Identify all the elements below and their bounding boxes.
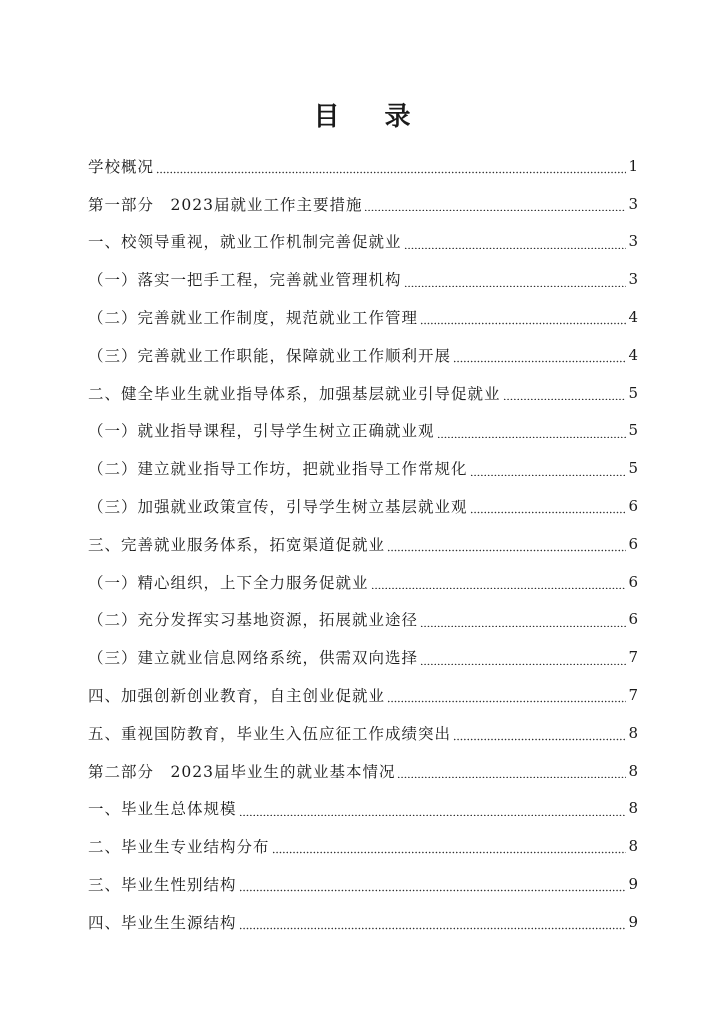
- toc-entry-page: 7: [628, 686, 638, 705]
- toc-entry-page: 6: [628, 534, 638, 553]
- toc-entry-page: 3: [628, 194, 638, 213]
- toc-entry[interactable]: [88, 412, 638, 450]
- dot-leader: [364, 196, 626, 212]
- toc-entry-page: 6: [628, 610, 638, 629]
- toc-entry-page: 1: [628, 156, 638, 175]
- toc-entry-page: 6: [628, 572, 638, 591]
- toc-entry-page: 5: [628, 459, 638, 478]
- toc-entry-page: 8: [628, 799, 638, 818]
- dot-leader: [437, 423, 627, 439]
- toc-entry-page: 5: [628, 421, 638, 440]
- toc-entry-page: 3: [628, 232, 638, 251]
- toc-entry-page: 3: [628, 270, 638, 289]
- dot-leader: [404, 234, 627, 250]
- dot-leader: [420, 309, 626, 325]
- toc-entry[interactable]: [88, 903, 638, 941]
- toc-entry[interactable]: [88, 487, 638, 525]
- toc-entry-label: （二）建立就业指导工作坊，把就业指导工作常规化: [88, 460, 468, 479]
- toc-entry-label: 四、加强创新创业教育，自主创业促就业: [88, 687, 386, 706]
- toc-entry-label: 第一部分 2023届就业工作主要措施: [88, 195, 363, 214]
- dot-leader: [239, 914, 627, 930]
- toc-entry-label: （一）精心组织，上下全力服务促就业: [88, 573, 369, 592]
- toc-entry[interactable]: [88, 185, 638, 223]
- toc-entry-label: 学校概况: [88, 157, 155, 176]
- toc-entry[interactable]: [88, 865, 638, 903]
- dot-leader: [470, 498, 627, 514]
- toc-entry-label: 五、重视国防教育，毕业生入伍应征工作成绩突出: [88, 724, 452, 743]
- toc-entry-page: 8: [628, 837, 638, 856]
- toc-entry-label: 一、毕业生总体规模: [88, 800, 237, 819]
- dot-leader: [387, 536, 626, 552]
- dot-leader: [239, 801, 627, 817]
- toc-entry[interactable]: [88, 827, 638, 865]
- dot-leader: [503, 385, 627, 401]
- toc-entry-page: 8: [628, 723, 638, 742]
- toc-entry[interactable]: [88, 676, 638, 714]
- toc-entry-label: （一）落实一把手工程，完善就业管理机构: [88, 271, 402, 290]
- dot-leader: [453, 347, 626, 363]
- dot-leader: [420, 650, 626, 666]
- toc-entry-label: （三）加强就业政策宣传，引导学生树立基层就业观: [88, 498, 468, 517]
- toc-entry-page: 8: [628, 761, 638, 780]
- toc-entry-page: 7: [628, 648, 638, 667]
- toc-entry-label: 二、毕业生专业结构分布: [88, 838, 270, 857]
- dot-leader: [371, 574, 627, 590]
- toc-entry[interactable]: [88, 336, 638, 374]
- dot-leader: [397, 763, 626, 779]
- dot-leader: [156, 158, 626, 174]
- toc-entry-label: 一、校领导重视，就业工作机制完善促就业: [88, 233, 402, 252]
- toc-entry-label: （三）建立就业信息网络系统，供需双向选择: [88, 649, 419, 668]
- dot-leader: [404, 272, 627, 288]
- toc-entry[interactable]: [88, 601, 638, 639]
- dot-leader: [239, 876, 627, 892]
- toc-entry-label: 第二部分 2023届毕业生的就业基本情况: [88, 762, 396, 781]
- toc-entry[interactable]: [88, 260, 638, 298]
- toc-entry-page: 5: [628, 383, 638, 402]
- toc-entry[interactable]: [88, 298, 638, 336]
- toc-entry[interactable]: [88, 563, 638, 601]
- toc-entry[interactable]: [88, 223, 638, 261]
- toc-entry-label: 三、毕业生性别结构: [88, 876, 237, 895]
- dot-leader: [453, 725, 626, 741]
- toc-entry-label: （二）充分发挥实习基地资源，拓展就业途径: [88, 611, 419, 630]
- toc-entry-label: 四、毕业生生源结构: [88, 913, 237, 932]
- toc-entry-page: 4: [628, 345, 638, 364]
- toc-entry-page: 6: [628, 497, 638, 516]
- toc-entry-page: 4: [628, 308, 638, 327]
- page-title: 目 录: [313, 102, 429, 132]
- toc-entry-label: （三）完善就业工作职能，保障就业工作顺利开展: [88, 346, 452, 365]
- toc-entry-label: 二、健全毕业生就业指导体系，加强基层就业引导促就业: [88, 384, 501, 403]
- toc-entry[interactable]: [88, 449, 638, 487]
- toc-entry[interactable]: [88, 714, 638, 752]
- toc-entry[interactable]: [88, 147, 638, 185]
- toc-entry[interactable]: [88, 525, 638, 563]
- toc-entry[interactable]: [88, 374, 638, 412]
- toc-entry-page: 9: [628, 875, 638, 894]
- toc-entry[interactable]: [88, 752, 638, 790]
- dot-leader: [272, 838, 627, 854]
- toc-entry[interactable]: [88, 638, 638, 676]
- dot-leader: [387, 687, 626, 703]
- table-of-contents: [88, 147, 638, 941]
- toc-entry-label: （二）完善就业工作制度，规范就业工作管理: [88, 309, 419, 328]
- toc-entry[interactable]: [88, 790, 638, 828]
- toc-entry-page: 9: [628, 912, 638, 931]
- dot-leader: [420, 612, 626, 628]
- toc-entry-label: （一）就业指导课程，引导学生树立正确就业观: [88, 422, 435, 441]
- dot-leader: [470, 461, 627, 477]
- toc-entry-label: 三、完善就业服务体系，拓宽渠道促就业: [88, 535, 386, 554]
